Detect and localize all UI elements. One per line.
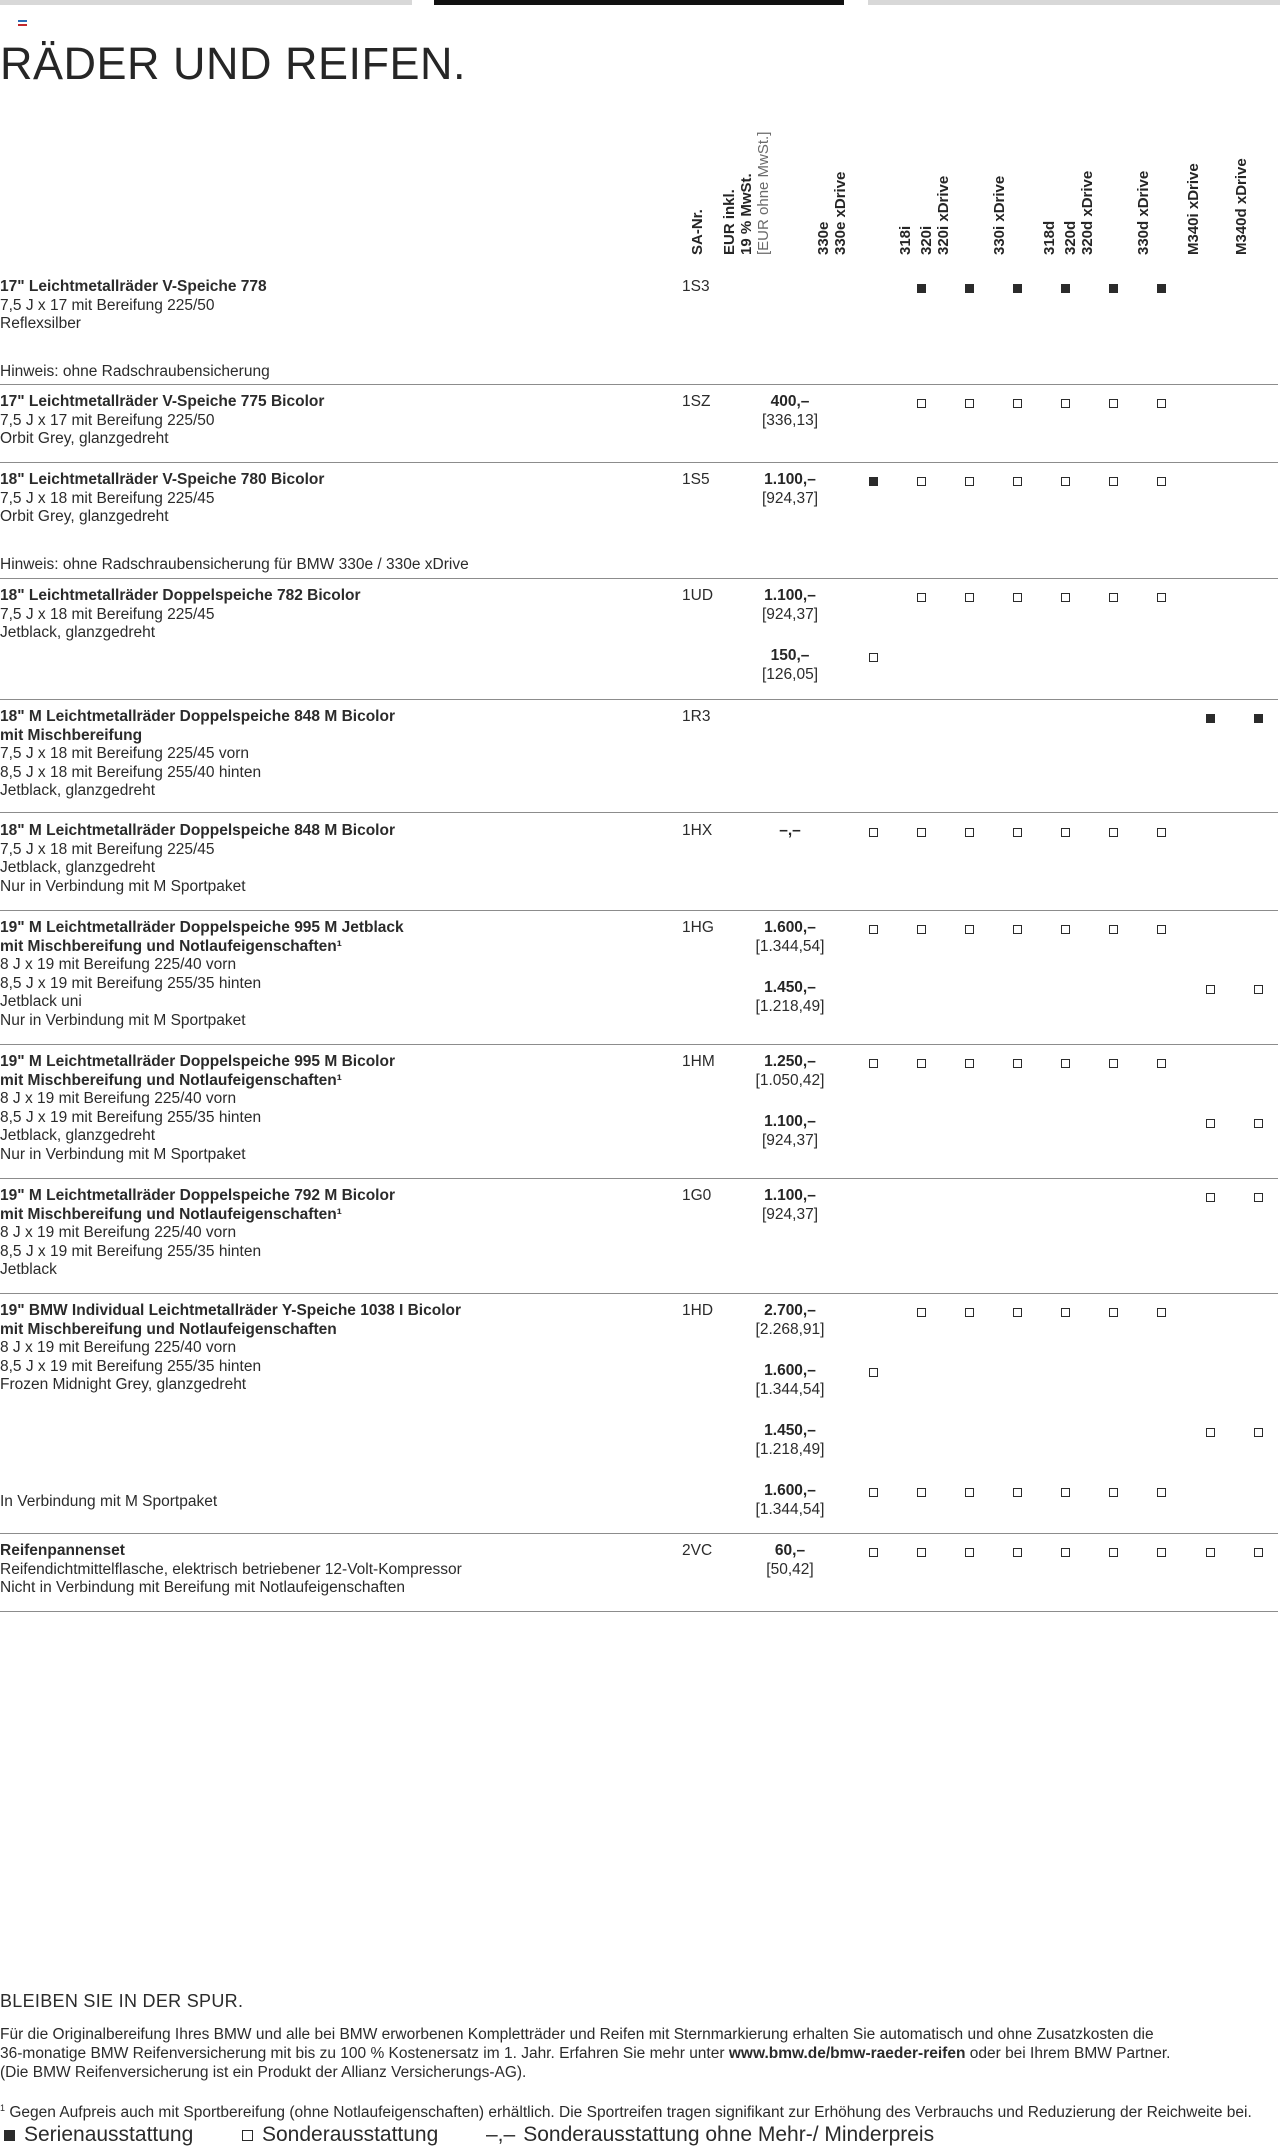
optional-equipment-icon bbox=[1013, 1059, 1022, 1068]
standard-equipment-icon bbox=[1254, 714, 1263, 723]
page-nav-bar-prev[interactable] bbox=[0, 0, 412, 5]
optional-equipment-icon bbox=[1157, 828, 1166, 837]
standard-equipment-icon bbox=[869, 477, 878, 486]
row-sa-number: 1HM bbox=[682, 1053, 715, 1070]
optional-equipment-icon bbox=[1061, 477, 1070, 486]
row-detail: 7,5 J x 18 mit Bereifung 225/45 bbox=[0, 605, 215, 623]
row-divider bbox=[0, 384, 1278, 385]
row-description bbox=[0, 1302, 640, 1395]
optional-equipment-icon bbox=[917, 593, 926, 602]
row-sa-number: 1HG bbox=[682, 919, 714, 936]
row-price bbox=[740, 393, 840, 430]
optional-equipment-icon bbox=[1254, 1193, 1263, 1202]
row-divider bbox=[0, 1178, 1278, 1179]
row-price bbox=[740, 1422, 840, 1459]
optional-equipment-icon bbox=[1109, 477, 1118, 486]
row-price bbox=[740, 647, 840, 684]
page-nav-bar-current[interactable] bbox=[434, 0, 844, 5]
optional-equipment-icon bbox=[1061, 925, 1070, 934]
optional-equipment-icon bbox=[1109, 399, 1118, 408]
column-header-model: 320i 320i xDrive bbox=[918, 175, 952, 255]
optional-equipment-icon bbox=[869, 653, 878, 662]
price-gross: 1.450,– bbox=[764, 979, 816, 996]
price-net: [126,05] bbox=[761, 665, 819, 683]
row-divider bbox=[0, 699, 1278, 700]
row-divider bbox=[0, 812, 1278, 813]
row-title: 19" M Leichtmetallräder Doppelspeiche 995 M Jetblack bbox=[0, 919, 404, 936]
optional-equipment-icon bbox=[965, 925, 974, 934]
row-hint: Hinweis: ohne Radschraubensicherung bbox=[0, 363, 270, 380]
optional-equipment-icon bbox=[1206, 1428, 1215, 1437]
row-description bbox=[0, 822, 640, 896]
optional-equipment-icon bbox=[1013, 593, 1022, 602]
row-description bbox=[0, 471, 640, 527]
legend-optional: Sonderausstattung bbox=[242, 2123, 438, 2147]
row-title: 19" M Leichtmetallräder Doppelspeiche 995 M Bicolor bbox=[0, 1053, 395, 1070]
optional-equipment-icon bbox=[1061, 1308, 1070, 1317]
row-description bbox=[0, 708, 640, 801]
price-net: [1.050,42] bbox=[755, 1071, 825, 1089]
price-gross: 1.450,– bbox=[764, 1422, 816, 1439]
row-price bbox=[740, 1053, 840, 1090]
price-gross: 1.600,– bbox=[764, 1362, 816, 1379]
price-gross: 1.100,– bbox=[764, 1187, 816, 1204]
row-detail: 8,5 J x 19 mit Bereifung 255/35 hinten bbox=[0, 1108, 262, 1126]
row-detail: Reflexsilber bbox=[0, 315, 81, 332]
row-detail: Jetblack, glanzgedreht bbox=[0, 1127, 156, 1144]
optional-equipment-icon bbox=[1061, 593, 1070, 602]
optional-equipment-icon bbox=[917, 1488, 926, 1497]
optional-equipment-icon bbox=[1109, 1059, 1118, 1068]
row-sa-number: 1S3 bbox=[682, 278, 710, 295]
price-net: [924,37] bbox=[761, 605, 819, 623]
row-detail: Jetblack, glanzgedreht bbox=[0, 624, 156, 641]
row-divider bbox=[0, 1044, 1278, 1045]
optional-equipment-icon bbox=[1157, 593, 1166, 602]
row-detail: 7,5 J x 18 mit Bereifung 225/45 vorn bbox=[0, 745, 250, 762]
row-title: mit Mischbereifung und Notlaufeigenschaften¹ bbox=[0, 1071, 342, 1089]
optional-equipment-icon bbox=[1206, 1193, 1215, 1202]
row-hint: In Verbindung mit M Sportpaket bbox=[0, 1493, 218, 1510]
row-title: 17" Leichtmetallräder V-Speiche 778 bbox=[0, 278, 267, 295]
row-sa-number: 1HX bbox=[682, 822, 713, 839]
row-divider bbox=[0, 1533, 1278, 1534]
optional-equipment-icon bbox=[965, 1488, 974, 1497]
price-net: [1.344,54] bbox=[755, 937, 825, 955]
optional-equipment-icon bbox=[917, 828, 926, 837]
optional-equipment-icon bbox=[965, 1548, 974, 1557]
optional-equipment-icon bbox=[965, 1059, 974, 1068]
optional-equipment-icon bbox=[1254, 1548, 1263, 1557]
column-header-model: M340d xDrive bbox=[1233, 158, 1250, 255]
price-gross: 1.250,– bbox=[764, 1053, 816, 1070]
optional-equipment-icon bbox=[1206, 985, 1215, 994]
price-gross: 1.100,– bbox=[764, 471, 816, 488]
optional-equipment-icon bbox=[1061, 1488, 1070, 1497]
row-detail: Jetblack, glanzgedreht bbox=[0, 859, 156, 876]
optional-equipment-icon bbox=[1061, 1059, 1070, 1068]
row-divider bbox=[0, 910, 1278, 911]
row-divider bbox=[0, 1611, 1278, 1612]
row-price bbox=[740, 587, 840, 624]
optional-equipment-icon bbox=[1157, 1488, 1166, 1497]
price-gross: 1.600,– bbox=[764, 1482, 816, 1499]
optional-equipment-icon bbox=[869, 1548, 878, 1557]
row-detail: Reifendichtmittelflasche, elektrisch betriebener 12-Volt-Kompressor bbox=[0, 1560, 462, 1578]
row-divider bbox=[0, 1293, 1278, 1294]
row-sa-number: 1UD bbox=[682, 587, 714, 604]
row-detail: Jetblack uni bbox=[0, 993, 82, 1010]
row-price bbox=[740, 979, 840, 1016]
footer-link[interactable]: www.bmw.de/bmw-raeder-reifen bbox=[728, 2045, 966, 2062]
optional-equipment-icon bbox=[1157, 925, 1166, 934]
column-header-model: 318d bbox=[1041, 220, 1058, 255]
row-divider bbox=[0, 578, 1278, 579]
optional-equipment-icon bbox=[917, 399, 926, 408]
price-net: [50,42] bbox=[766, 1560, 814, 1578]
standard-equipment-icon bbox=[965, 284, 974, 293]
row-title: 17" Leichtmetallräder V-Speiche 775 Bicolor bbox=[0, 393, 325, 410]
row-detail: Orbit Grey, glanzgedreht bbox=[0, 508, 169, 525]
column-header-price: EUR inkl. 19 % MwSt. [EUR ohne MwSt.] bbox=[721, 131, 772, 255]
price-net: [1.218,49] bbox=[755, 1440, 825, 1458]
row-detail: 8 J x 19 mit Bereifung 225/40 vorn bbox=[0, 1090, 237, 1107]
price-net: [1.344,54] bbox=[755, 1500, 825, 1518]
column-header-model: 330i xDrive bbox=[991, 175, 1008, 255]
standard-equipment-icon bbox=[1109, 284, 1118, 293]
outline-square-icon bbox=[242, 2130, 253, 2141]
column-header-model: 330e 330e xDrive bbox=[815, 171, 849, 255]
row-detail: 7,5 J x 18 mit Bereifung 225/45 bbox=[0, 489, 215, 507]
row-detail: Nicht in Verbindung mit Bereifung mit Notlaufeigenschaften bbox=[0, 1579, 405, 1596]
standard-equipment-icon bbox=[1013, 284, 1022, 293]
row-detail: Jetblack, glanzgedreht bbox=[0, 782, 156, 799]
legend-no-price: –,– Sonderausstattung ohne Mehr-/ Minderpreis bbox=[486, 2123, 935, 2146]
price-gross: 400,– bbox=[770, 393, 810, 410]
row-price bbox=[740, 1482, 840, 1519]
row-sa-number: 1S5 bbox=[682, 471, 710, 488]
row-price bbox=[740, 1113, 840, 1150]
column-header-model: 330d xDrive bbox=[1135, 170, 1152, 255]
optional-equipment-icon bbox=[1013, 1488, 1022, 1497]
row-title: 19" M Leichtmetallräder Doppelspeiche 792 M Bicolor bbox=[0, 1187, 395, 1204]
column-header-model: 318i bbox=[897, 225, 914, 255]
row-description bbox=[0, 587, 640, 643]
price-gross: 150,– bbox=[770, 647, 810, 664]
row-detail: 8,5 J x 19 mit Bereifung 255/35 hinten bbox=[0, 1242, 262, 1260]
optional-equipment-icon bbox=[1061, 1548, 1070, 1557]
row-detail: Nur in Verbindung mit M Sportpaket bbox=[0, 1145, 246, 1163]
price-gross: 2.700,– bbox=[764, 1302, 816, 1319]
price-net: [1.344,54] bbox=[755, 1380, 825, 1398]
optional-equipment-icon bbox=[1157, 1059, 1166, 1068]
optional-equipment-icon bbox=[1061, 828, 1070, 837]
price-net: [336,13] bbox=[761, 411, 819, 429]
row-description bbox=[0, 1053, 640, 1164]
price-net: [2.268,91] bbox=[755, 1320, 825, 1338]
optional-equipment-icon bbox=[869, 1368, 878, 1377]
price-net: [924,37] bbox=[761, 489, 819, 507]
row-description bbox=[0, 393, 640, 449]
row-title: mit Mischbereifung und Notlaufeigenschaften¹ bbox=[0, 937, 342, 955]
row-detail: 8,5 J x 18 mit Bereifung 255/40 hinten bbox=[0, 763, 262, 781]
optional-equipment-icon bbox=[1254, 985, 1263, 994]
row-sa-number: 1G0 bbox=[682, 1187, 712, 1204]
row-hint: Hinweis: ohne Radschraubensicherung für BMW 330e / 330e xDrive bbox=[0, 556, 469, 573]
row-detail: Jetblack bbox=[0, 1261, 57, 1278]
price-gross: 60,– bbox=[774, 1542, 806, 1559]
price-gross: 1.600,– bbox=[764, 919, 816, 936]
row-detail: 7,5 J x 17 mit Bereifung 225/50 bbox=[0, 296, 215, 314]
page-title: RÄDER UND REIFEN. bbox=[0, 38, 467, 89]
row-detail: 7,5 J x 18 mit Bereifung 225/45 bbox=[0, 840, 215, 858]
row-price bbox=[740, 822, 840, 841]
row-detail: 8 J x 19 mit Bereifung 225/40 vorn bbox=[0, 956, 237, 973]
optional-equipment-icon bbox=[1206, 1119, 1215, 1128]
filled-square-icon bbox=[4, 2130, 15, 2141]
optional-equipment-icon bbox=[1254, 1428, 1263, 1437]
optional-equipment-icon bbox=[917, 1548, 926, 1557]
price-gross: 1.100,– bbox=[764, 587, 816, 604]
optional-equipment-icon bbox=[917, 1308, 926, 1317]
row-sa-number: 1SZ bbox=[682, 393, 711, 410]
standard-equipment-icon bbox=[1206, 714, 1215, 723]
row-detail: 8 J x 19 mit Bereifung 225/40 vorn bbox=[0, 1224, 237, 1241]
optional-equipment-icon bbox=[1109, 593, 1118, 602]
optional-equipment-icon bbox=[965, 593, 974, 602]
price-net: [924,37] bbox=[761, 1205, 819, 1223]
row-price bbox=[740, 919, 840, 956]
row-sa-number: 1HD bbox=[682, 1302, 714, 1319]
row-description bbox=[0, 919, 640, 1030]
column-header-model: 320d 320d xDrive bbox=[1062, 170, 1096, 255]
row-title: 18" Leichtmetallräder V-Speiche 780 Bicolor bbox=[0, 471, 325, 488]
row-title: 18" M Leichtmetallräder Doppelspeiche 848 M Bicolor bbox=[0, 708, 395, 725]
optional-equipment-icon bbox=[1109, 925, 1118, 934]
optional-equipment-icon bbox=[1109, 1488, 1118, 1497]
row-price bbox=[740, 1187, 840, 1224]
price-gross: 1.100,– bbox=[764, 1113, 816, 1130]
page-nav-bar-next[interactable] bbox=[868, 0, 1280, 5]
optional-equipment-icon bbox=[917, 925, 926, 934]
price-gross: –,– bbox=[779, 822, 801, 839]
row-title: mit Mischbereifung und Notlaufeigenschaften bbox=[0, 1320, 337, 1338]
column-header-sa-nr: SA-Nr. bbox=[689, 209, 706, 255]
optional-equipment-icon bbox=[917, 1059, 926, 1068]
optional-equipment-icon bbox=[869, 828, 878, 837]
row-description bbox=[0, 1187, 640, 1280]
row-divider bbox=[0, 462, 1278, 463]
optional-equipment-icon bbox=[1157, 1308, 1166, 1317]
optional-equipment-icon bbox=[1013, 828, 1022, 837]
standard-equipment-icon bbox=[917, 284, 926, 293]
optional-equipment-icon bbox=[869, 1059, 878, 1068]
optional-equipment-icon bbox=[965, 1308, 974, 1317]
standard-equipment-icon bbox=[1061, 284, 1070, 293]
row-price bbox=[740, 1362, 840, 1399]
optional-equipment-icon bbox=[1157, 477, 1166, 486]
row-detail: Orbit Grey, glanzgedreht bbox=[0, 430, 169, 447]
optional-equipment-icon bbox=[1013, 399, 1022, 408]
optional-equipment-icon bbox=[1206, 1548, 1215, 1557]
optional-equipment-icon bbox=[1013, 1308, 1022, 1317]
column-header-model: M340i xDrive bbox=[1185, 163, 1202, 255]
row-title: mit Mischbereifung und Notlaufeigenschaften¹ bbox=[0, 1205, 342, 1223]
row-price bbox=[740, 1302, 840, 1339]
row-detail: Frozen Midnight Grey, glanzgedreht bbox=[0, 1376, 247, 1393]
row-title: 18" Leichtmetallräder Doppelspeiche 782 Bicolor bbox=[0, 587, 361, 604]
footer-body: Für die Originalbereifung Ihres BMW und alle bei BMW erworbenen Kompletträder und Reifen mit Sternmarkierung erhalten Sie automatisch und ohne Zusatzkosten die 36-monatige BMW Reifenversicherung mit bis zu 100 % Kostenersatz im 1. Jahr. Erfahren Sie mehr unter www.bmw.de/bmw-raeder-reifen oder bei Ihrem BMW Partner. (Die BMW Reifenversicherung ist ein Produkt der Allianz Versicherungs-AG). bbox=[0, 2026, 1171, 2081]
optional-equipment-icon bbox=[1254, 1119, 1263, 1128]
row-sa-number: 2VC bbox=[682, 1542, 713, 1559]
row-detail: Nur in Verbindung mit M Sportpaket bbox=[0, 877, 246, 895]
optional-equipment-icon bbox=[1157, 399, 1166, 408]
optional-equipment-icon bbox=[965, 828, 974, 837]
row-title: mit Mischbereifung bbox=[0, 726, 143, 744]
optional-equipment-icon bbox=[869, 925, 878, 934]
optional-equipment-icon bbox=[917, 477, 926, 486]
row-description bbox=[0, 278, 640, 334]
row-price bbox=[740, 1542, 840, 1579]
row-detail: Nur in Verbindung mit M Sportpaket bbox=[0, 1011, 246, 1029]
optional-equipment-icon bbox=[869, 1488, 878, 1497]
row-detail: 8,5 J x 19 mit Bereifung 255/35 hinten bbox=[0, 1357, 262, 1375]
optional-equipment-icon bbox=[1109, 828, 1118, 837]
footnote: $^1$ Gegen Aufpreis auch mit Sportbereifung (ohne Notlaufeigenschaften) erhältlich. Die Sportreifen tragen signifikant zur Erhöhung des Verbrauchs und Reduzierung der Reichweite bei. bbox=[0, 2103, 1252, 2122]
row-title: Reifenpannenset bbox=[0, 1542, 125, 1559]
price-net: [1.218,49] bbox=[755, 997, 825, 1015]
optional-equipment-icon bbox=[1157, 1548, 1166, 1557]
optional-equipment-icon bbox=[1013, 477, 1022, 486]
optional-equipment-icon bbox=[1109, 1548, 1118, 1557]
optional-equipment-icon bbox=[965, 399, 974, 408]
optional-equipment-icon bbox=[1013, 925, 1022, 934]
row-title: 18" M Leichtmetallräder Doppelspeiche 848 M Bicolor bbox=[0, 822, 395, 839]
row-description bbox=[0, 1542, 640, 1598]
footer-title: BLEIBEN SIE IN DER SPUR. bbox=[0, 1991, 244, 2011]
row-detail: 8 J x 19 mit Bereifung 225/40 vorn bbox=[0, 1339, 237, 1356]
row-price bbox=[740, 471, 840, 508]
row-title: 19" BMW Individual Leichtmetallräder Y-Speiche 1038 I Bicolor bbox=[0, 1302, 462, 1319]
optional-equipment-icon bbox=[1013, 1548, 1022, 1557]
row-detail: 8,5 J x 19 mit Bereifung 255/35 hinten bbox=[0, 974, 262, 992]
optional-equipment-icon bbox=[965, 477, 974, 486]
legend-standard: Serienausstattung bbox=[4, 2123, 193, 2147]
row-detail: 7,5 J x 17 mit Bereifung 225/50 bbox=[0, 411, 215, 429]
optional-equipment-icon bbox=[1109, 1308, 1118, 1317]
standard-equipment-icon bbox=[1157, 284, 1166, 293]
row-sa-number: 1R3 bbox=[682, 708, 711, 725]
flag-icon bbox=[18, 20, 27, 26]
optional-equipment-icon bbox=[1061, 399, 1070, 408]
price-net: [924,37] bbox=[761, 1131, 819, 1149]
